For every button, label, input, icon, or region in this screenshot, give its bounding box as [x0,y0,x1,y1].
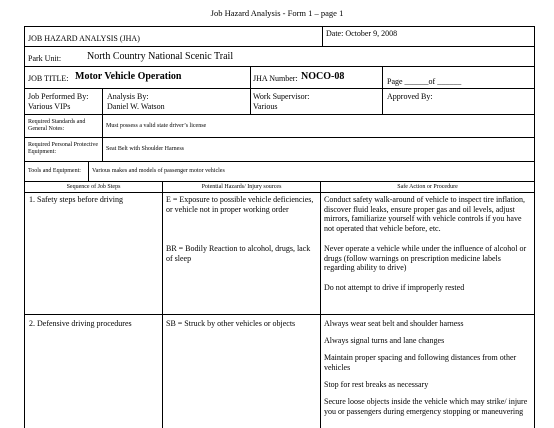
supervisor-value: Various [253,102,278,111]
job-title-value: Motor Vehicle Operation [75,71,182,82]
job-title-row [24,66,535,88]
column-header: Potential Hazards/ Injury sources [201,184,282,190]
safe-action-text: Do not attempt to drive if improperly rested [324,283,465,292]
page-field: Page ______of ______ [387,77,462,86]
safe-action-text: Stop for rest breaks as necessary [324,380,429,389]
requirement-value: Seat Belt with Shoulder Harness [106,146,184,152]
analysis-by-label: Analysis By: [107,92,149,101]
requirement-value: Various makes and models of passenger motor vehicles [92,168,225,174]
table-row [24,314,535,428]
column-header: Sequence of Job Steps [66,184,121,190]
column-header-row [24,181,535,192]
personnel-row [24,88,535,114]
safe-action-text: Maintain proper spacing and following distances from other vehicles [324,353,517,372]
requirement-row [24,161,535,181]
table-row [24,192,535,314]
requirement-row [24,137,535,161]
title-row [24,26,535,46]
safe-action-text: Never operate a vehicle while under the influence of alcohol or drugs (follow warnings on prescription medicine labels regarding ability to drive) [324,244,527,273]
jha-number-value: NOCO-08 [301,71,345,82]
approved-by-label: Approved By: [387,92,433,101]
job-step: 1. Safety steps before driving [29,195,123,204]
page-header: Job Hazard Analysis - Form 1 – page 1 [210,8,344,18]
analysis-by-value: Daniel W. Watson [107,102,165,111]
column-header: Safe Action or Procedure [397,184,458,190]
form-title: JOB HAZARD ANALYSIS (JHA) [28,34,140,43]
safe-action-text: Secure loose objects inside the vehicle which may strike/ injure you or passengers during emergency stopping or maneuvering [324,397,528,416]
performed-by-label: Job Performed By: [28,92,89,101]
safe-action-text: Conduct safety walk-around of vehicle to inspect tire inflation, discover fluid leaks, ensure proper gas and oil levels, adjust mirrors, familiarize yourself with vehicle controls if you have not operated that vehicle before, etc. [324,195,526,233]
hazard-text: SB = Struck by other vehicles or objects [166,319,296,328]
requirement-row [24,114,535,137]
jha-number-label: JHA Number: [253,74,298,83]
job-title-label: JOB TITLE: [28,74,69,83]
job-step: 2. Defensive driving procedures [29,319,132,328]
performed-by-value: Various VIPs [28,102,71,111]
park-row [24,46,535,66]
requirement-label: Required Standards and General Notes: [28,119,86,132]
hazard-text: E = Exposure to possible vehicle deficiencies, or vehicle not in proper working order [166,195,314,214]
hazard-text: BR = Bodily Reaction to alcohol, drugs, lack of sleep [166,244,311,263]
park-value: North Country National Scenic Trail [87,51,234,62]
park-label: Park Unit: [28,54,62,63]
supervisor-label: Work Supervisor: [253,92,310,101]
safe-action-text: Always wear seat belt and shoulder harness [324,319,464,328]
date-field: Date: October 9, 2008 [326,29,398,38]
requirement-label: Tools and Equipment: [28,168,81,174]
requirement-label: Required Personal Protective Equipment: [28,142,98,155]
safe-action-text: Always signal turns and lane changes [324,336,445,345]
requirement-value: Must possess a valid state driver’s license [106,123,207,129]
